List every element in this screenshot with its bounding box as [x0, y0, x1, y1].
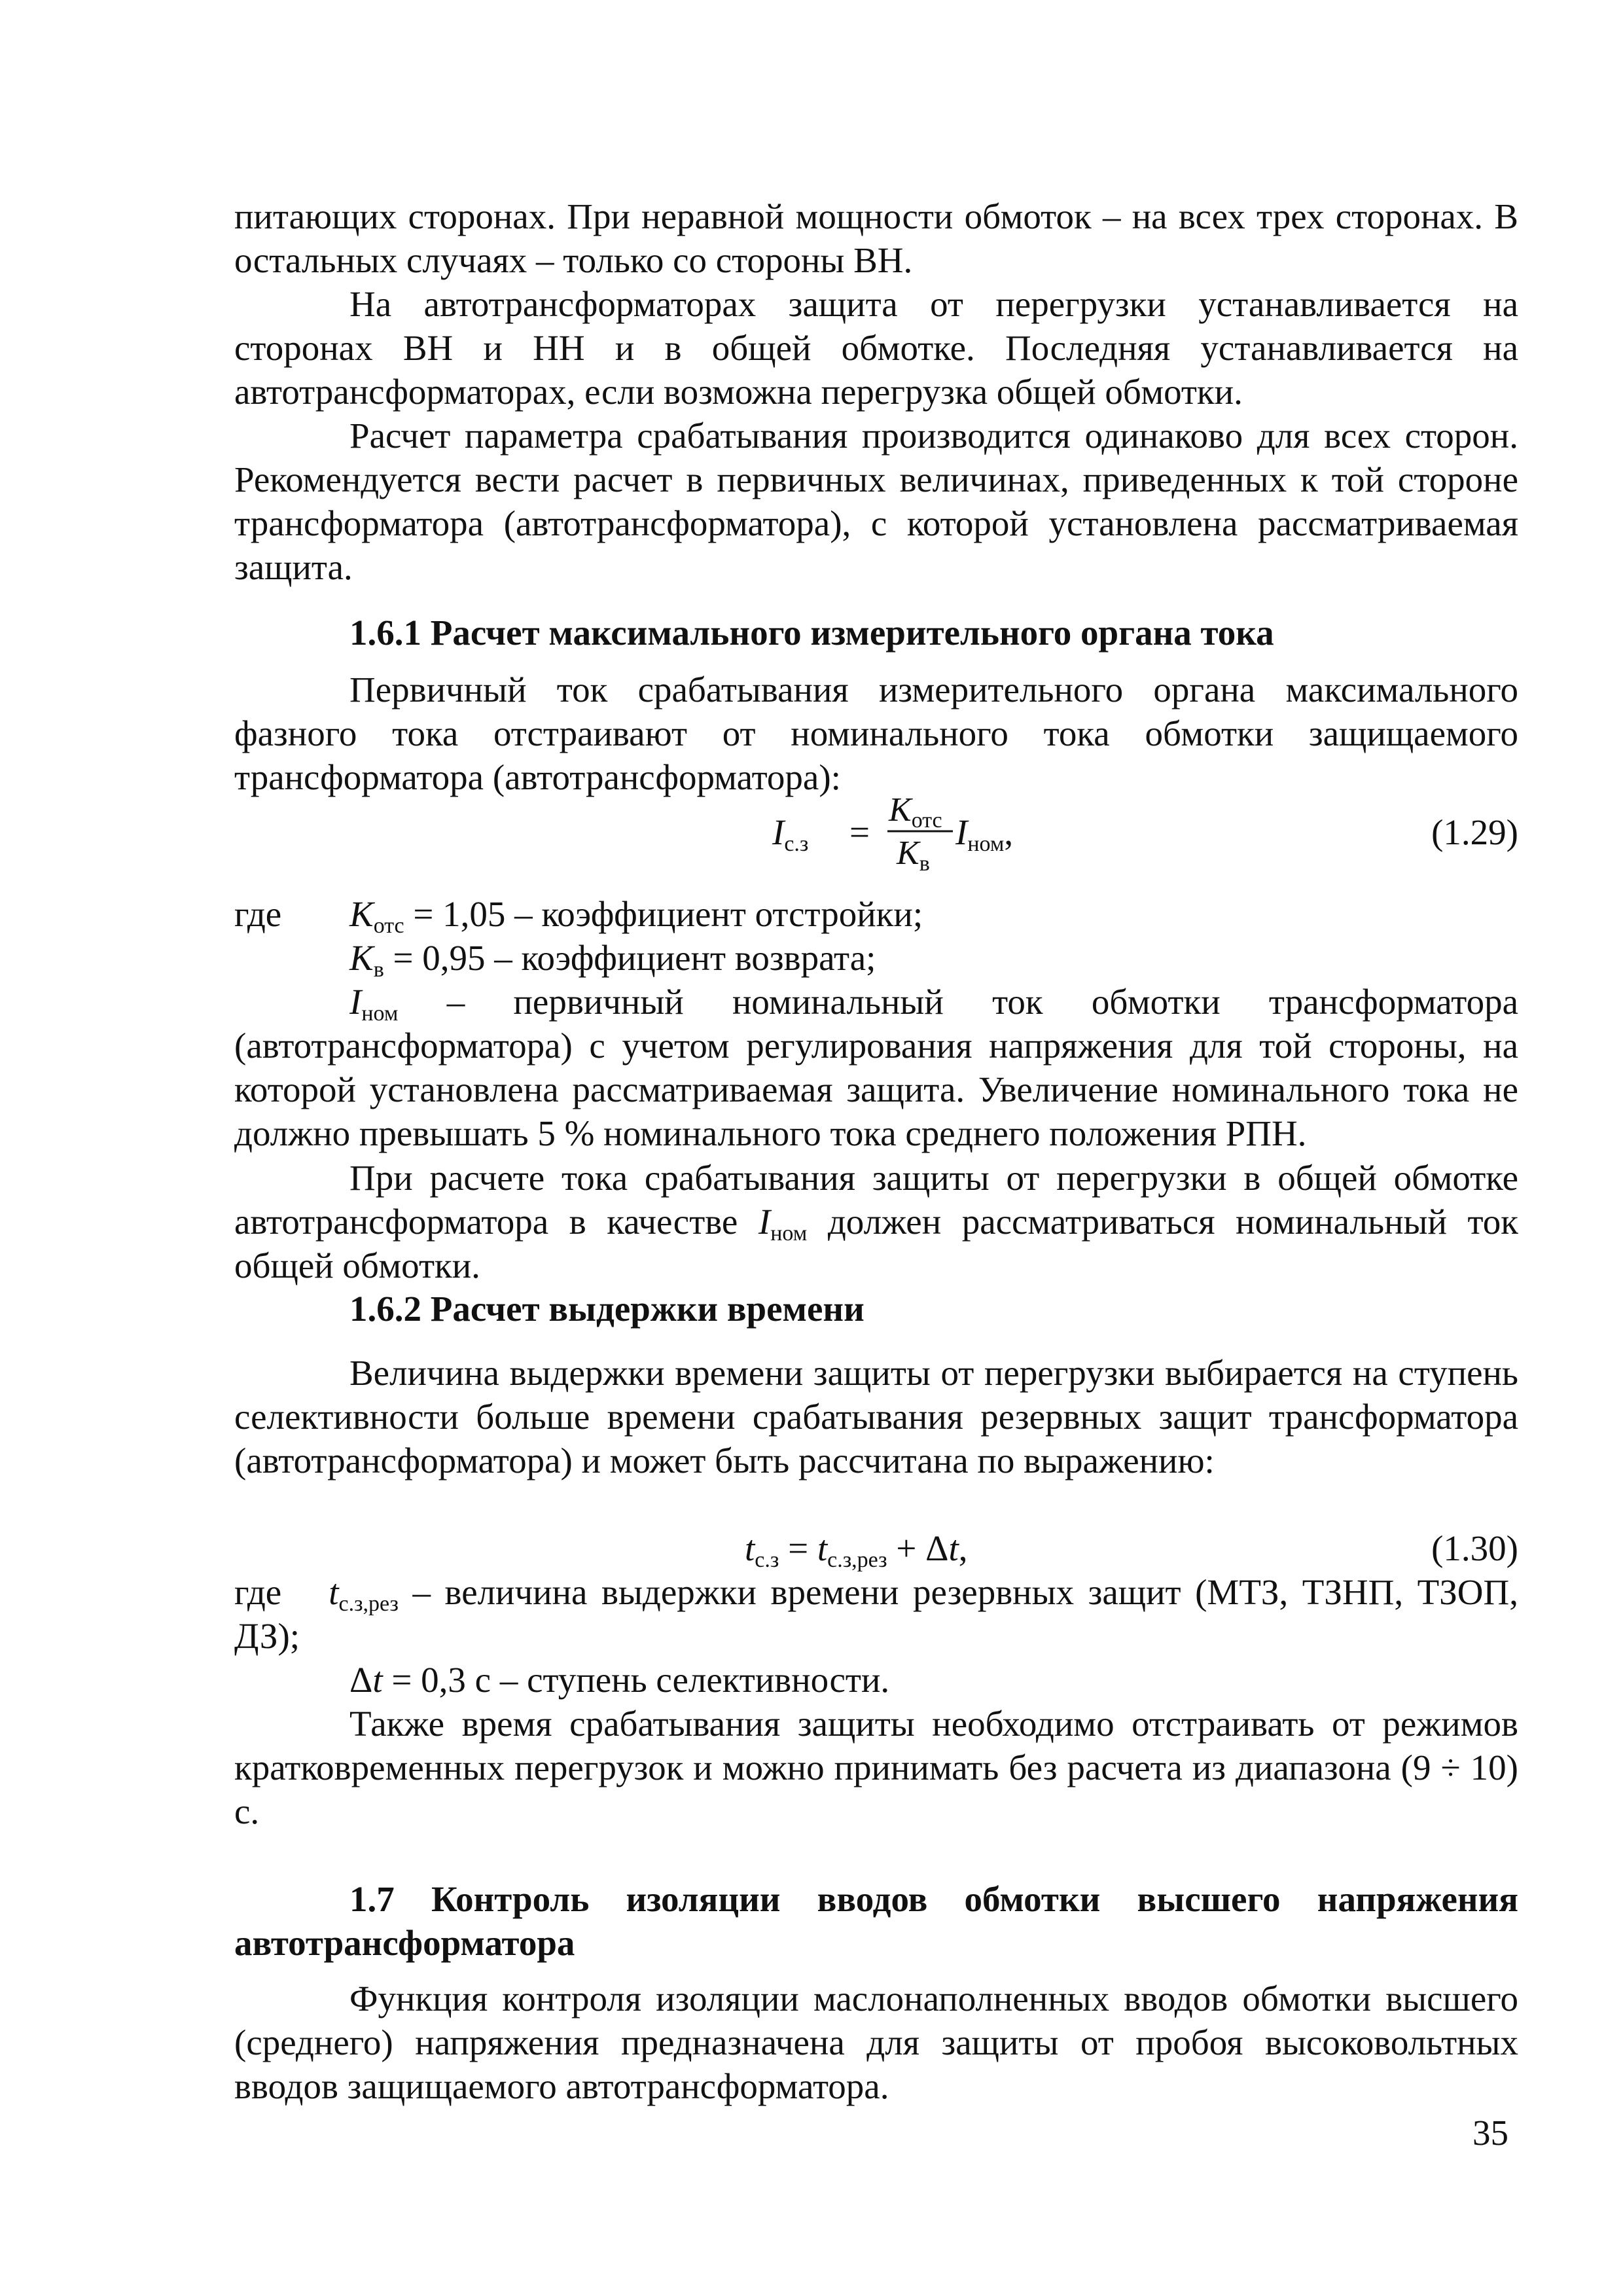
eq130-expression: $t_{с.з} = t_{с.з,рез} + \Delta t$,	[745, 1528, 968, 1572]
equation-1-30	[234, 1526, 1518, 1570]
eq129-equals: =	[849, 812, 870, 852]
where-label-2: где	[234, 1572, 282, 1612]
where-label: где	[234, 894, 282, 934]
paragraph-insulation-function: Функция контроля изоляции маслонаполненных вводов обмотки высшего (среднего) напряжения предназначена для защиты от пробоя высоковольтных вводов защищаемого автотрансформатора.	[234, 1979, 1518, 2106]
heading-1-6-2: 1.6.2 Расчет выдержки времени	[349, 1289, 865, 1329]
heading-1-7: 1.7 Контроль изоляции вводов обмотки высшего напряжения автотрансформатора	[234, 1879, 1518, 1963]
heading-1-6-1: 1.6.1 Расчет максимального измерительного органа тока	[349, 613, 1274, 653]
page-number: 35	[1472, 2113, 1508, 2153]
eq129-number: (1.29)	[1431, 812, 1518, 852]
paragraph-autotransformers: На автотрансформаторах защита от перегрузки устанавливается на сторонах ВН и НН и в общей обмотке. Последняя устанавливается на автотрансформаторах, если возможна перегрузка общей обмотки.	[234, 284, 1518, 412]
eq129-numerator: $K_{отс}$	[889, 791, 942, 833]
eq129-rhs: $I_{ном}$,	[955, 812, 1014, 856]
eq129-lhs: $I_{с.з}$	[772, 812, 809, 856]
def-delta-t: Δt = 0,3 с – ступень селективности.	[349, 1660, 890, 1700]
paragraph-primary-current: Первичный ток срабатывания измерительного органа максимального фазного тока отстраивают от номинального тока обмотки защищаемого трансформатора (автотрансформатора):	[234, 670, 1518, 797]
eq129-denominator: $K_в$	[897, 834, 930, 876]
paragraph-overload-common-winding: При расчете тока срабатывания защиты от перегрузки в общей обмотке автотрансформатора в качестве $I_{ном}$ должен рассматриваться номинальный ток общей обмотки.	[234, 1158, 1518, 1285]
equation-1-29	[234, 791, 1518, 884]
paragraph-also-time: Также время срабатывания защиты необходимо отстраивать от режимов кратковременных перегрузок и можно принимать без расчета из диапазона (9 ÷ 10) с.	[234, 1704, 1518, 1831]
eq130-number: (1.30)	[1431, 1528, 1518, 1568]
def-k-ots: где $K_{отс} = 1,05$ – коэффициент отстройки;	[234, 892, 1518, 936]
paragraph-calculation: Расчет параметра срабатывания производится одинаково для всех сторон. Рекомендуется вести расчет в первичных величинах, приведенных к той стороне трансформатора (автотрансформатора), с которой установлена рассматриваемая защита.	[234, 416, 1518, 587]
paragraph-continuation: питающих сторонах. При неравной мощности обмоток – на всех трех сторонах. В остальных случаях – только со стороны ВН.	[234, 196, 1518, 280]
def-k-v: $K_в = 0,95$ – коэффициент возврата;	[349, 938, 876, 982]
paragraph-time-delay: Величина выдержки времени защиты от перегрузки выбирается на ступень селективности больше времени срабатывания резервных защит трансформатора (автотрансформатора) и может быть рассчитана по выражению:	[234, 1353, 1518, 1480]
def-t-rez: где $t_{с.з,рез}$ – величина выдержки времени резервных защит (МТЗ, ТЗНП, ТЗОП, ДЗ);	[234, 1572, 1518, 1656]
def-i-nom: $I_{ном}$ – первичный номинальный ток обмотки трансформатора (автотрансформатора) с учетом регулирования напряжения для той стороны, на которой установлена рассматриваемая защита. Увеличение номинального тока не должно превышать 5 % номинального тока среднего положения РПН.	[234, 982, 1518, 1153]
